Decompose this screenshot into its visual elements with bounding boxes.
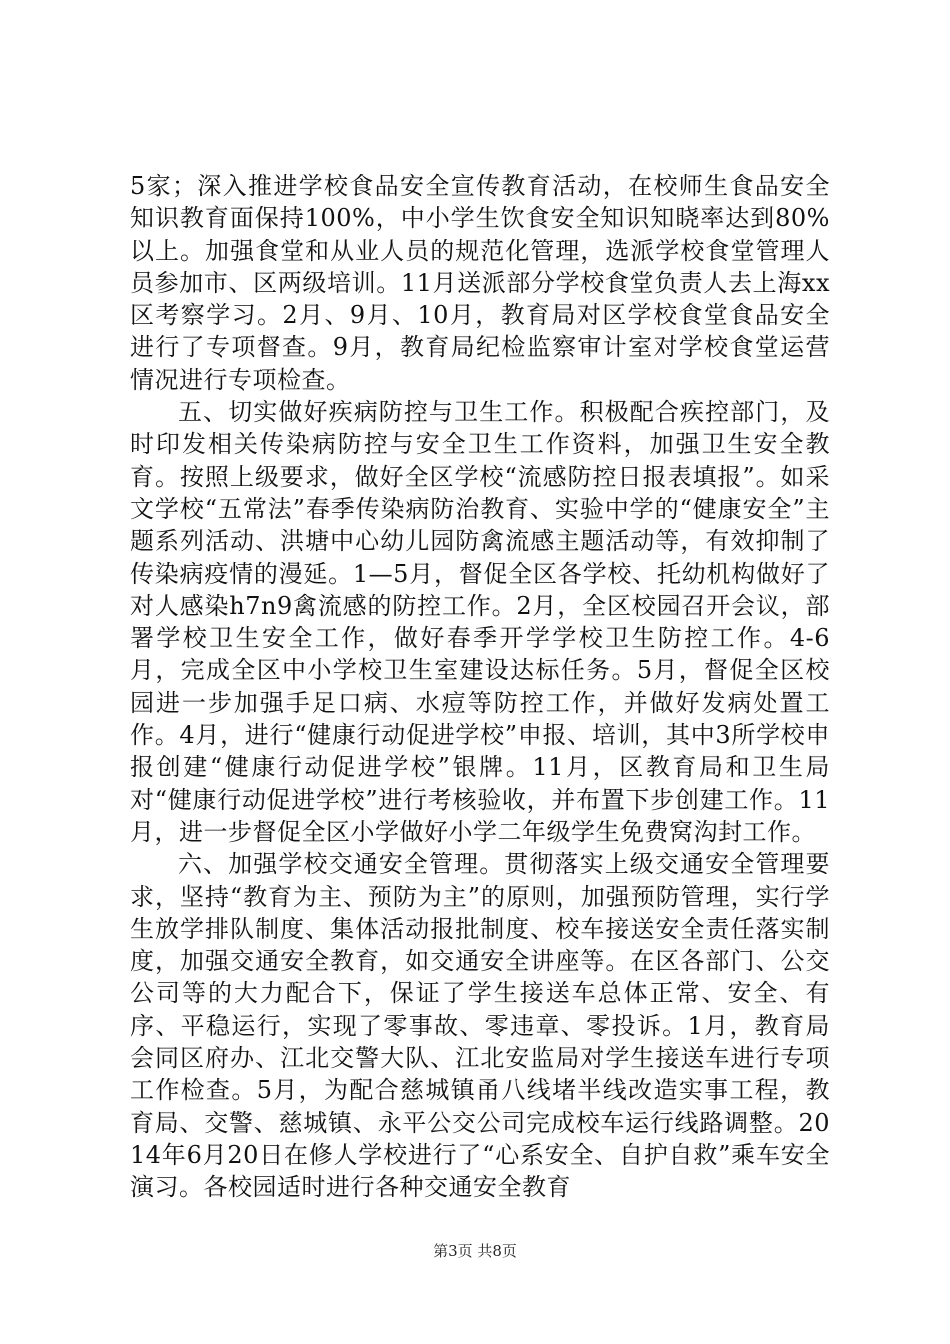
paragraph-food-safety: 5家；深入推进学校食品安全宣传教育活动，在校师生食品安全知识教育面保持100%，中小学生饮食安全知识知晓率达到80%以上。加强食堂和从业人员的规范化管理，选派学校食堂管理人员参加市、区两级培训。11月送派部分学校食堂负责人去上海xx区考察学习。2月、9月、10月，教育局对区学校食堂食品安全进行了专项督查。9月，教育局纪检监察审计室对学校食堂运营情况进行专项检查。 <box>130 172 830 394</box>
page-number-footer: 第3页 共8页 <box>433 1242 517 1260</box>
paragraph-disease-prevention: 五、切实做好疾病防控与卫生工作。积极配合疾控部门，及时印发相关传染病防控与安全卫生工作资料，加强卫生安全教育。按照上级要求，做好全区学校“流感防控日报表填报”。如采文学校“五常法”春季传染病防治教育、实验中学的“健康安全”主题系列活动、洪塘中心幼儿园防禽流感主题活动等，有效抑制了传染病疫情的漫延。1—5月，督促全区各学校、托幼机构做好了对人感染h7n9禽流感的防控工作。2月，全区校园召开会议，部署学校卫生安全工作，做好春季开学学校卫生防控工作。4-6月，完成全区中小学校卫生室建设达标任务。5月，督促全区校园进一步加强手足口病、水痘等防控工作，并做好发病处置工作。4月，进行“健康行动促进学校”申报、培训，其中3所学校申报创建“健康行动促进学校”银牌。11月，区教育局和卫生局对“健康行动促进学校”进行考核验收，并布置下步创建工作。11月，进一步督促全区小学做好小学二年级学生免费窝沟封工作。 <box>130 398 830 846</box>
document-body <box>130 170 830 1204</box>
paragraph-traffic-safety: 六、加强学校交通安全管理。贯彻落实上级交通安全管理要求，坚持“教育为主、预防为主”的原则，加强预防管理，实行学生放学排队制度、集体活动报批制度、校车接送安全责任落实制度，加强交通安全教育，如交通安全讲座等。在区各部门、公交公司等的大力配合下，保证了学生接送车总体正常、安全、有序、平稳运行，实现了零事故、零违章、零投诉。1月，教育局会同区府办、江北交警大队、江北安监局对学生接送车进行专项工作检查。5月，为配合慈城镇甬八线堵半线改造实事工程，教育局、交警、慈城镇、永平公交公司完成校车运行线路调整。2014年6月20日在修人学校进行了“心系安全、自护自救”乘车安全演习。各校园适时进行各种交通安全教育 <box>130 850 830 1202</box>
